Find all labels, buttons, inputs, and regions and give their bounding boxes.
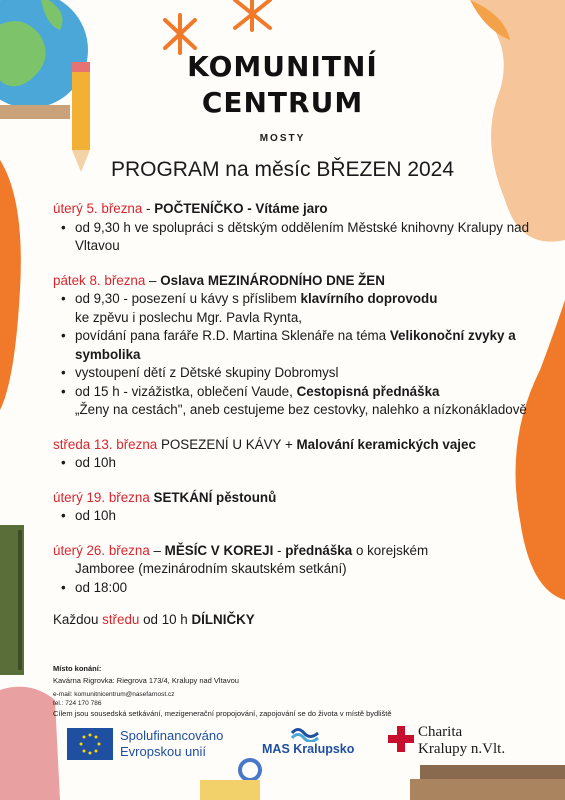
venue-label: Místo konání: bbox=[53, 664, 102, 673]
event-heading: pátek 8. března – Oslava MEZINÁRODNÍHO DNE ŽEN bbox=[53, 272, 385, 288]
event-details bbox=[53, 579, 533, 598]
charita-text-2: Kralupy n.Vlt. bbox=[418, 741, 506, 757]
contact-phone: tel.: 724 170 786 bbox=[53, 700, 102, 707]
list-item: • vystoupení dětí z Dětské skupiny Dobromysl bbox=[53, 364, 533, 383]
event-heading: středa 13. března POSEZENÍ U KÁVY + Malování keramických vajec bbox=[53, 436, 476, 452]
charita-cross-icon bbox=[388, 726, 414, 752]
event-details bbox=[53, 507, 533, 526]
page-title-line1: KOMUNITNÍ bbox=[187, 50, 378, 83]
list-item: • povídání pana faráře R.D. Martina Sklenáře na téma Velikonoční zvyky a symbolika bbox=[53, 327, 533, 364]
eu-logo bbox=[67, 728, 113, 760]
program-content bbox=[53, 200, 533, 630]
eu-text-2: Evropskou unií bbox=[120, 744, 206, 759]
event-details bbox=[53, 219, 533, 256]
subtitle: MOSTY bbox=[259, 133, 306, 144]
event-heading-cont: Jamboree (mezinárodním skautském setkání) bbox=[75, 561, 347, 576]
mas-logo-icon bbox=[290, 724, 320, 742]
contact-email[interactable]: e-mail: komunitnicentrum@nasefarnost.cz bbox=[53, 691, 175, 698]
list-item: • od 10h bbox=[53, 507, 533, 526]
list-item: • od 9,30 - posezení u kávy s příslibem klavírního doprovodu ke zpěvu i poslechu Mgr. Pavla Rynta, bbox=[53, 290, 533, 327]
goal-statement: Cílem jsou sousedská setkávání, mezigenerační propojování, zapojování se do života v místě bydliště bbox=[53, 709, 392, 718]
eu-text-1: Spolufinancováno bbox=[120, 728, 224, 743]
partner-logos bbox=[0, 722, 565, 767]
event-heading: úterý 19. března SETKÁNÍ pěstounů bbox=[53, 489, 277, 505]
list-item: • od 18:00 bbox=[53, 579, 533, 598]
mas-text: MAS Kralupsko bbox=[262, 742, 355, 756]
event-heading: úterý 5. března - POČTENÍČKO - Vítáme jaro bbox=[53, 201, 328, 216]
list-item: • od 9,30 h ve spolupráci s dětským oddělením Městské knihovny Kralupy nad Vltavou bbox=[53, 219, 533, 256]
event-details bbox=[53, 290, 533, 420]
charita-text-1: Charita bbox=[418, 724, 463, 740]
page-title-line2: CENTRUM bbox=[201, 86, 364, 119]
list-item: • od 15 h - vizážistka, oblečení Vaude, Cestopisná přednáška „Ženy na cestách", aneb cestujeme bez cestovky, nalehko a nízkonákladově bbox=[53, 383, 533, 420]
event-heading: úterý 26. března – MĚSÍC V KOREJI - přednáška o korejském bbox=[53, 542, 429, 558]
workshops-line: Každou středu od 10 h DÍLNIČKY bbox=[53, 612, 255, 627]
list-item: • od 10h bbox=[53, 454, 533, 473]
venue-address: Kavárna Rigrovka: Riegrova 173/4, Kralupy nad Vltavou bbox=[53, 676, 239, 685]
eu-stars-icon bbox=[67, 728, 113, 760]
event-details bbox=[53, 454, 533, 473]
program-heading: PROGRAM na měsíc BŘEZEN 2024 bbox=[110, 158, 455, 181]
